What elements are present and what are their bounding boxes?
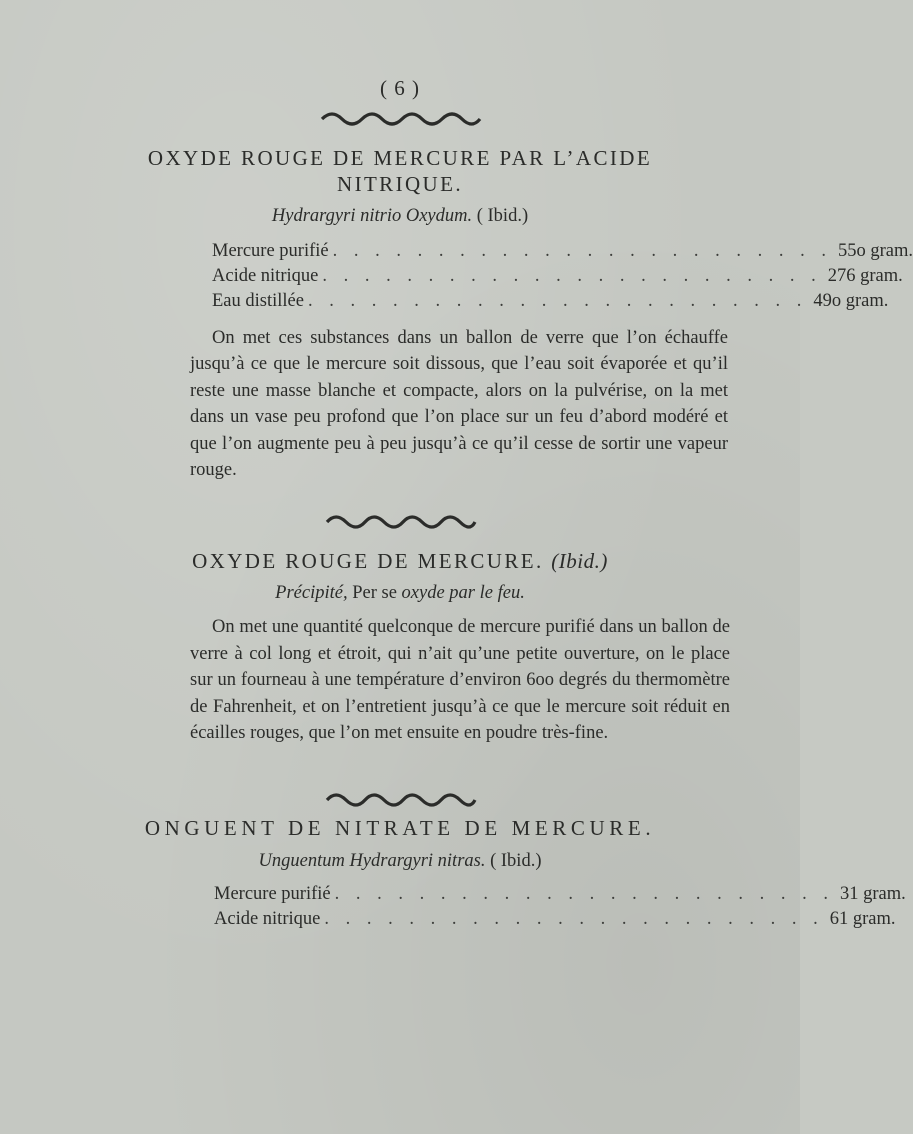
- ingredient-quantity: 276 gram.: [827, 266, 903, 286]
- title-reference: (Ibid.): [551, 549, 608, 573]
- ingredient-quantity: 55o gram.: [837, 241, 913, 261]
- ingredient-name: Mercure purifié: [212, 241, 329, 261]
- reference: ( Ibid.): [476, 206, 529, 226]
- subtitle-part-a: Précipité,: [275, 583, 348, 603]
- wave-ornament-icon: [320, 110, 480, 128]
- subtitle-part-b: Per se: [352, 583, 397, 603]
- body-paragraph: On met ces substances dans un ballon de verre que l’on échauffe jusqu’à ce que le mercure soit dissous, que l’eau soit évaporée et qu’il reste une masse blanche et compacte, alors on la pulvérise, on la met dans un vase peu profond que l’on place sur un feu d’abord modéré et que l’on augmente peu à peu jusqu’à ce qu’il cesse de sortir une vapeur rouge.: [190, 328, 728, 481]
- ingredient-row: [212, 291, 889, 316]
- reference: ( Ibid.): [490, 851, 542, 871]
- title-line-2: NITRIQUE.: [337, 172, 463, 196]
- latin-name: Hydrargyri nitrio Oxydum.: [271, 206, 473, 226]
- title-text: OXYDE ROUGE DE MERCURE.: [192, 549, 544, 573]
- ingredient-row: [214, 884, 906, 909]
- section-title-oxyde-rouge-acide-nitrique: [0, 146, 800, 197]
- wave-ornament-icon: [325, 791, 475, 809]
- ingredient-row: [212, 266, 903, 291]
- section-subtitle: [0, 851, 800, 872]
- ingredient-name: Acide nitrique: [212, 266, 319, 286]
- section-title-oxyde-rouge: [0, 549, 800, 574]
- leader-dots: . . . . . . . . . . . . . . . . . . . . . . . .: [322, 266, 822, 286]
- page-number: ( 6 ): [380, 76, 420, 100]
- leader-dots: . . . . . . . . . . . . . . . . . . . . . . . .: [324, 909, 824, 929]
- ingredient-list: [214, 884, 906, 934]
- ingredient-quantity: 61 gram.: [829, 909, 896, 929]
- ingredient-name: Acide nitrique: [214, 909, 321, 929]
- section-subtitle: [0, 583, 800, 604]
- section-subtitle: [0, 206, 800, 227]
- wave-ornament-icon: [325, 513, 475, 531]
- ingredient-quantity: 49o gram.: [813, 291, 889, 311]
- ingredient-row: [214, 909, 896, 934]
- ingredient-row: [212, 241, 913, 266]
- subtitle-part-c: oxyde par le feu.: [401, 583, 525, 603]
- title-line-1: OXYDE ROUGE DE MERCURE PAR L’ACIDE: [147, 146, 653, 170]
- leader-dots: . . . . . . . . . . . . . . . . . . . . . . . .: [307, 291, 808, 311]
- body-paragraph: On met une quantité quelconque de mercure purifié dans un ballon de verre à col long et étroit, qui n’ait qu’une petite ouverture, on le place sur un fourneau à une température d’environ 6oo degrés du thermomètre de Fahrenheit, et on l’entretient jusqu’à ce que le mercure soit réduit en écailles rouges, que l’on met ensuite en poudre très-fine.: [190, 617, 730, 744]
- latin-name: Unguentum Hydrargyri nitras.: [258, 851, 486, 871]
- ingredient-list: [212, 241, 913, 316]
- section-title-onguent: ONGUENT DE NITRATE DE MERCURE.: [144, 816, 656, 840]
- leader-dots: . . . . . . . . . . . . . . . . . . . . . . . .: [334, 884, 834, 904]
- ingredient-name: Mercure purifié: [214, 884, 331, 904]
- leader-dots: . . . . . . . . . . . . . . . . . . . . . . . .: [332, 241, 832, 261]
- ingredient-name: Eau distillée: [212, 291, 304, 311]
- ingredient-quantity: 31 gram.: [839, 884, 906, 904]
